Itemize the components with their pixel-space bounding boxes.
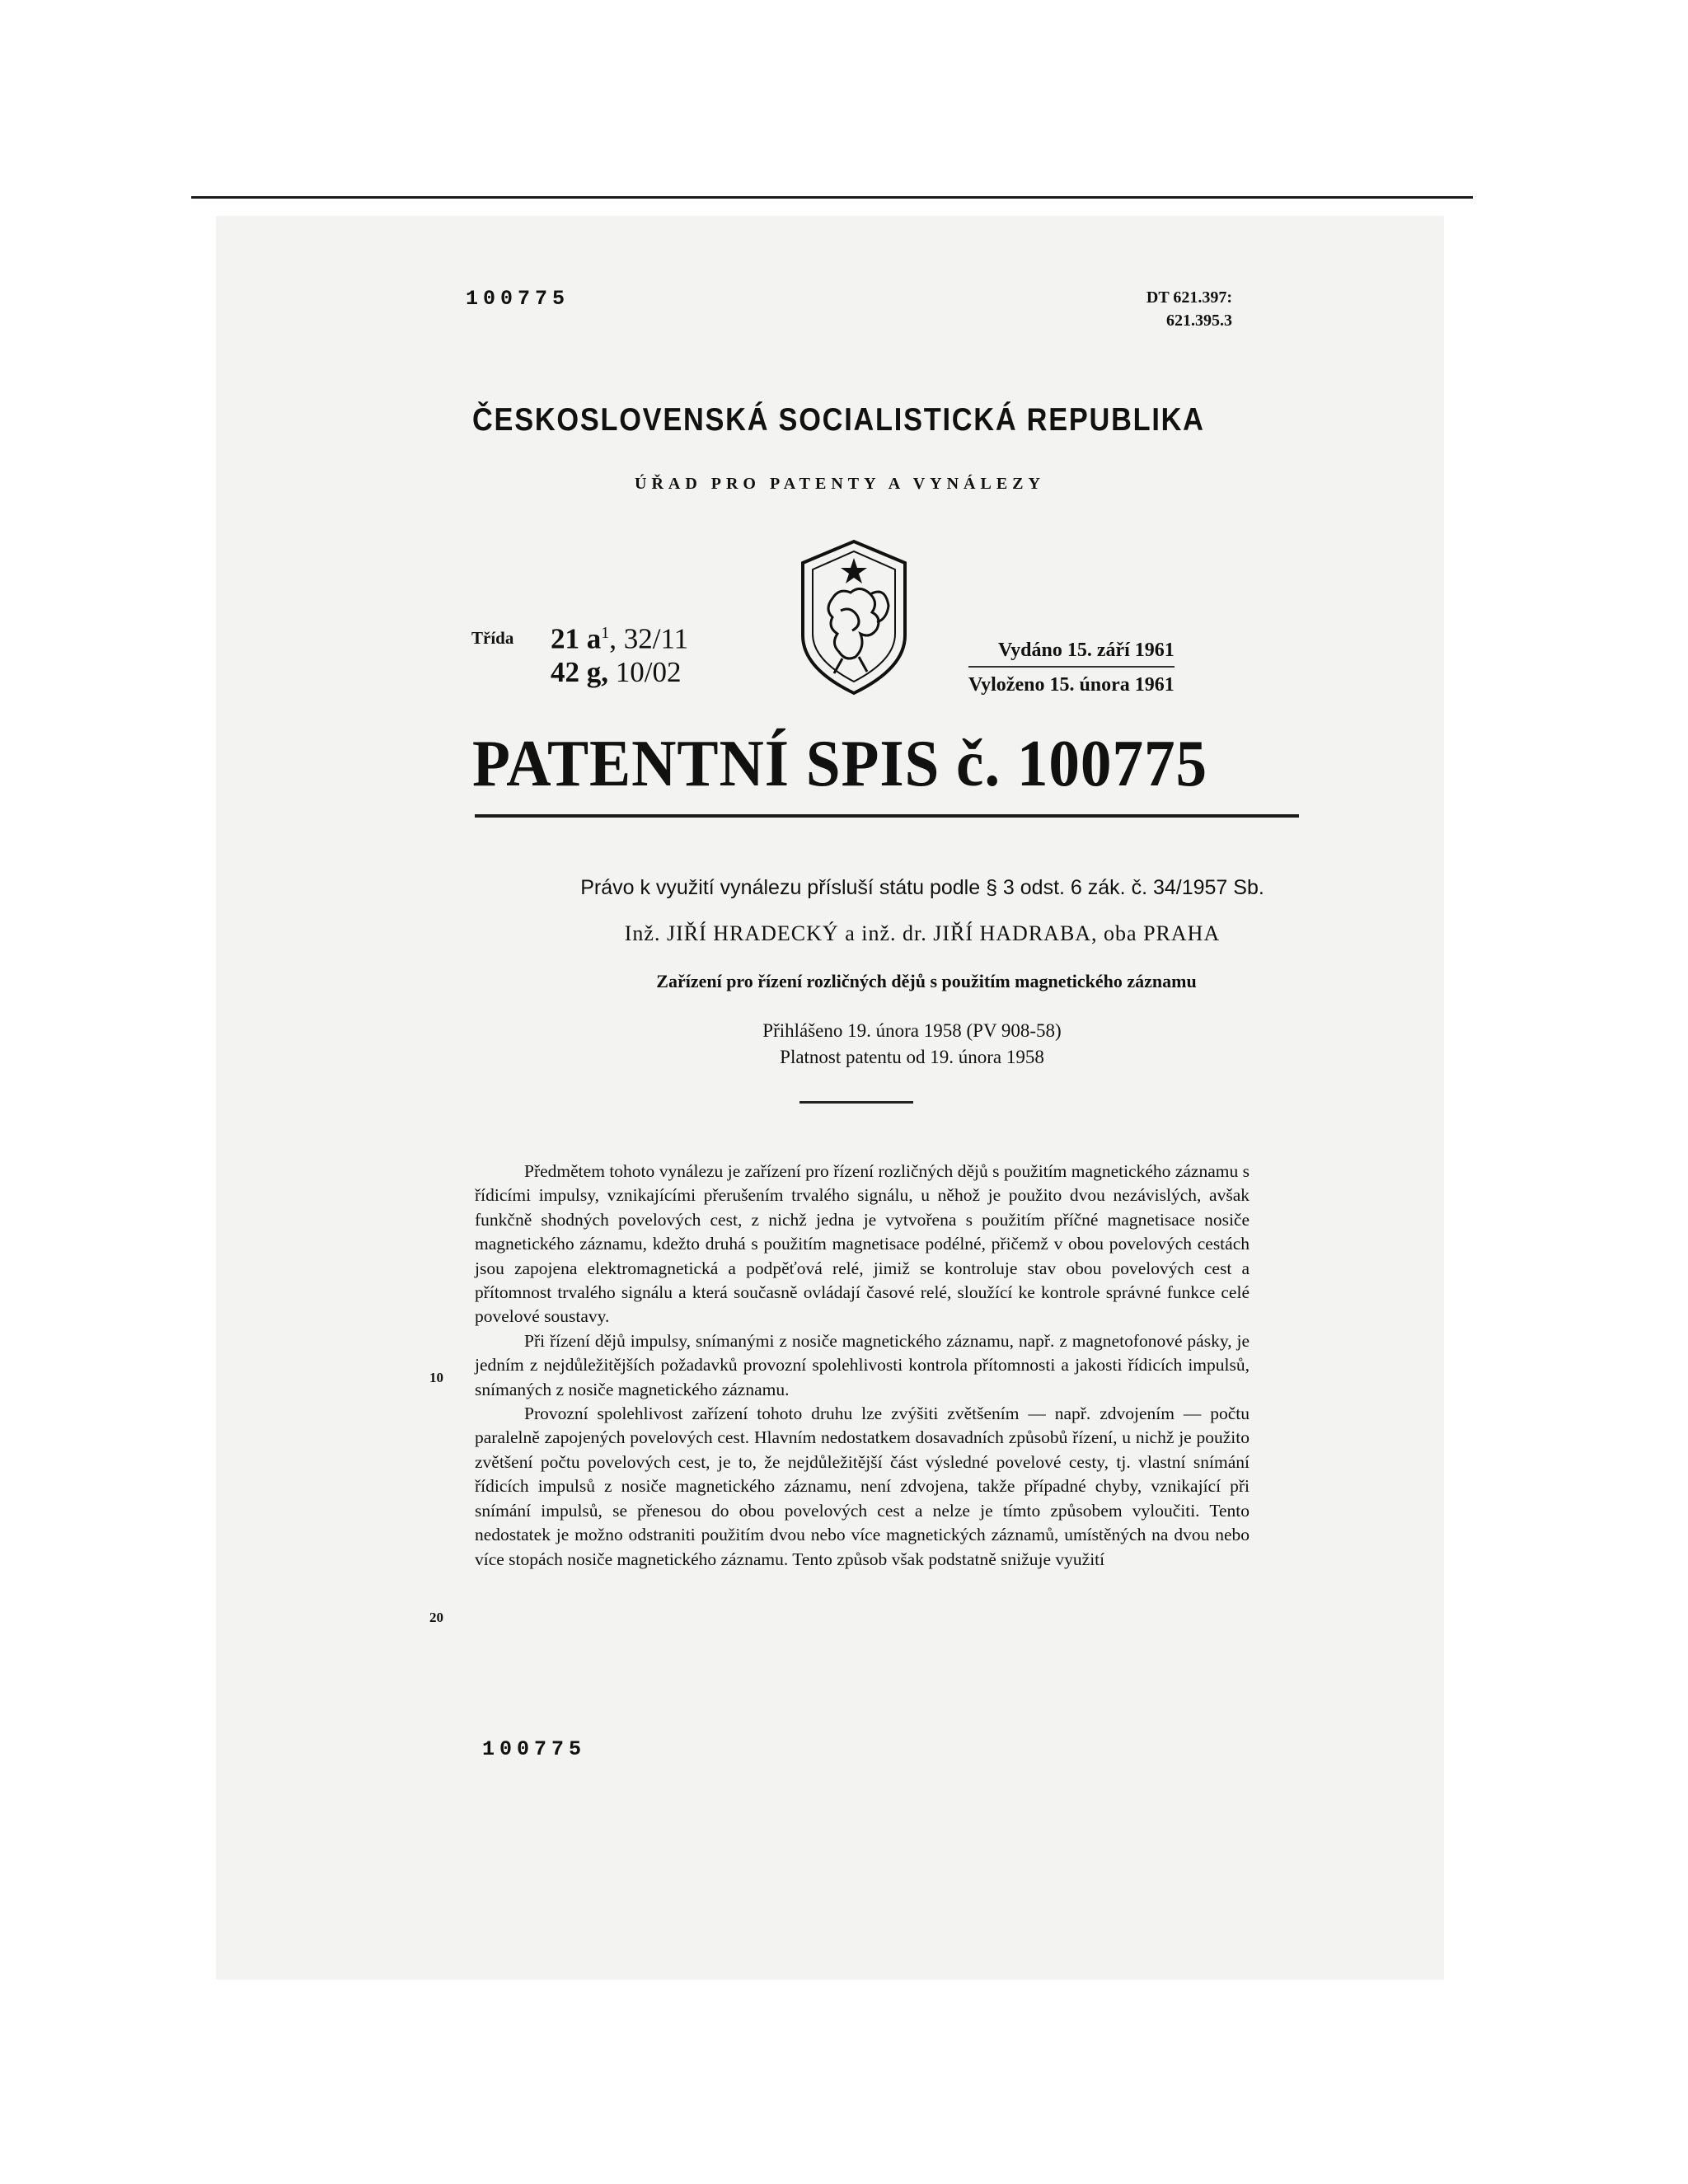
state-emblem-icon	[791, 537, 917, 698]
title-rule	[475, 814, 1299, 818]
patent-body	[475, 1160, 1250, 1572]
office-heading: ÚŘAD PRO PATENTY A VYNÁLEZY	[635, 475, 1045, 493]
validity-date: Platnost patentu od 19. února 1958	[780, 1047, 1044, 1067]
body-paragraph-3: Provozní spolehlivost zařízení tohoto druhu lze zvýšiti zvětšením — např. zdvojením — počtu paralelně zapojených povelových cest. Hlavním nedostatkem dosavadních způsobů řízení, u nichž je použito zvětšení počtu povelových cest, je to, že nejdůležitější část výsledné povelové cesty, tj. vlastní snímání řídicích impulsů z nosiče magnetického záznamu, není zdvojena, takže případné chyby, vznikající při snímání impulsů, se přenesou do obou povelových cest a nelze je tímto způsobem vyloučiti. Tento nedostatek je možno odstraniti použitím dvou nebo více magnetických záznamů, umístěných na dvou nebo více stopách nosiče magnetického záznamu. Tento způsob však podstatně snižuje využití	[475, 1404, 1250, 1569]
publication-dates	[968, 635, 1175, 701]
laid-out-date: Vyloženo 15. února 1961	[968, 666, 1175, 701]
inventors: Inž. JIŘÍ HRADECKÝ a inž. dr. JIŘÍ HADRABA, oba PRAHA	[624, 921, 1221, 945]
dt-code-line1: DT 621.397:	[1146, 288, 1232, 307]
header-patent-number: 100775	[466, 287, 570, 311]
class-row-1-sub: , 32/11	[609, 622, 689, 655]
class-row-1-main: 21 a	[551, 622, 602, 655]
class-label: Třída	[471, 628, 514, 648]
section-divider	[799, 1101, 913, 1104]
country-heading: ČESKOSLOVENSKÁ SOCIALISTICKÁ REPUBLIKA	[472, 402, 1205, 438]
filing-info	[0, 1018, 1688, 1071]
dt-classification	[1133, 286, 1232, 332]
class-row-2-main: 42 g,	[551, 655, 608, 688]
dt-code-line2: 621.395.3	[1166, 312, 1232, 330]
top-rule	[191, 196, 1473, 199]
class-values	[551, 616, 688, 689]
filed-date: Přihlášeno 19. února 1958 (PV 908-58)	[762, 1020, 1062, 1041]
class-row-1-sup: 1	[601, 624, 610, 642]
body-paragraph-1: Předmětem tohoto vynálezu je zařízení pro řízení rozličných dějů s použitím magnetického záznamu s řídicími impulsy, vznikajícími přerušením trvalého signálu, u něhož je použito dvou nezávislých, avšak funkčně shodných povelových cest, z nichž jedna je vytvořena s použitím příčné magnetisace nosiče magnetického záznamu, kdežto druhá s použitím magnetisace podélné, přičemž v obou povelových cestách jsou zapojena elektromagnetická a podpěťová relé, jimiž se kontroluje stav obou povelových cest a přítomnost trvalého signálu a která současně ovládají časové relé, sloužící ke kontrole správné funkce celé povelové soustavy.	[475, 1161, 1250, 1327]
invention-subject: Zařízení pro řízení rozličných dějů s použitím magnetického záznamu	[656, 971, 1197, 991]
rights-note: Právo k využití vynálezu přísluší státu podle § 3 odst. 6 zák. č. 34/1957 Sb.	[580, 876, 1264, 899]
class-row-1	[551, 616, 688, 656]
issued-date: Vydáno 15. září 1961	[998, 640, 1175, 661]
line-number-10: 10	[429, 1370, 443, 1385]
class-row-2	[551, 656, 688, 689]
patent-title: PATENTNÍ SPIS č. 100775	[472, 728, 1208, 800]
class-row-2-sub: 10/02	[608, 655, 682, 688]
footer-patent-number: 100775	[482, 1737, 587, 1761]
line-number-20: 20	[429, 1610, 443, 1625]
body-paragraph-2: Při řízení dějů impulsy, snímanými z nosiče magnetického záznamu, např. z magnetofonové pásky, je jedním z nejdůležitějších požadavků provozní spolehlivosti kontrola přítomnosti a jakosti řídicích impulsů, snímaných z nosiče magnetického záznamu.	[475, 1330, 1250, 1399]
